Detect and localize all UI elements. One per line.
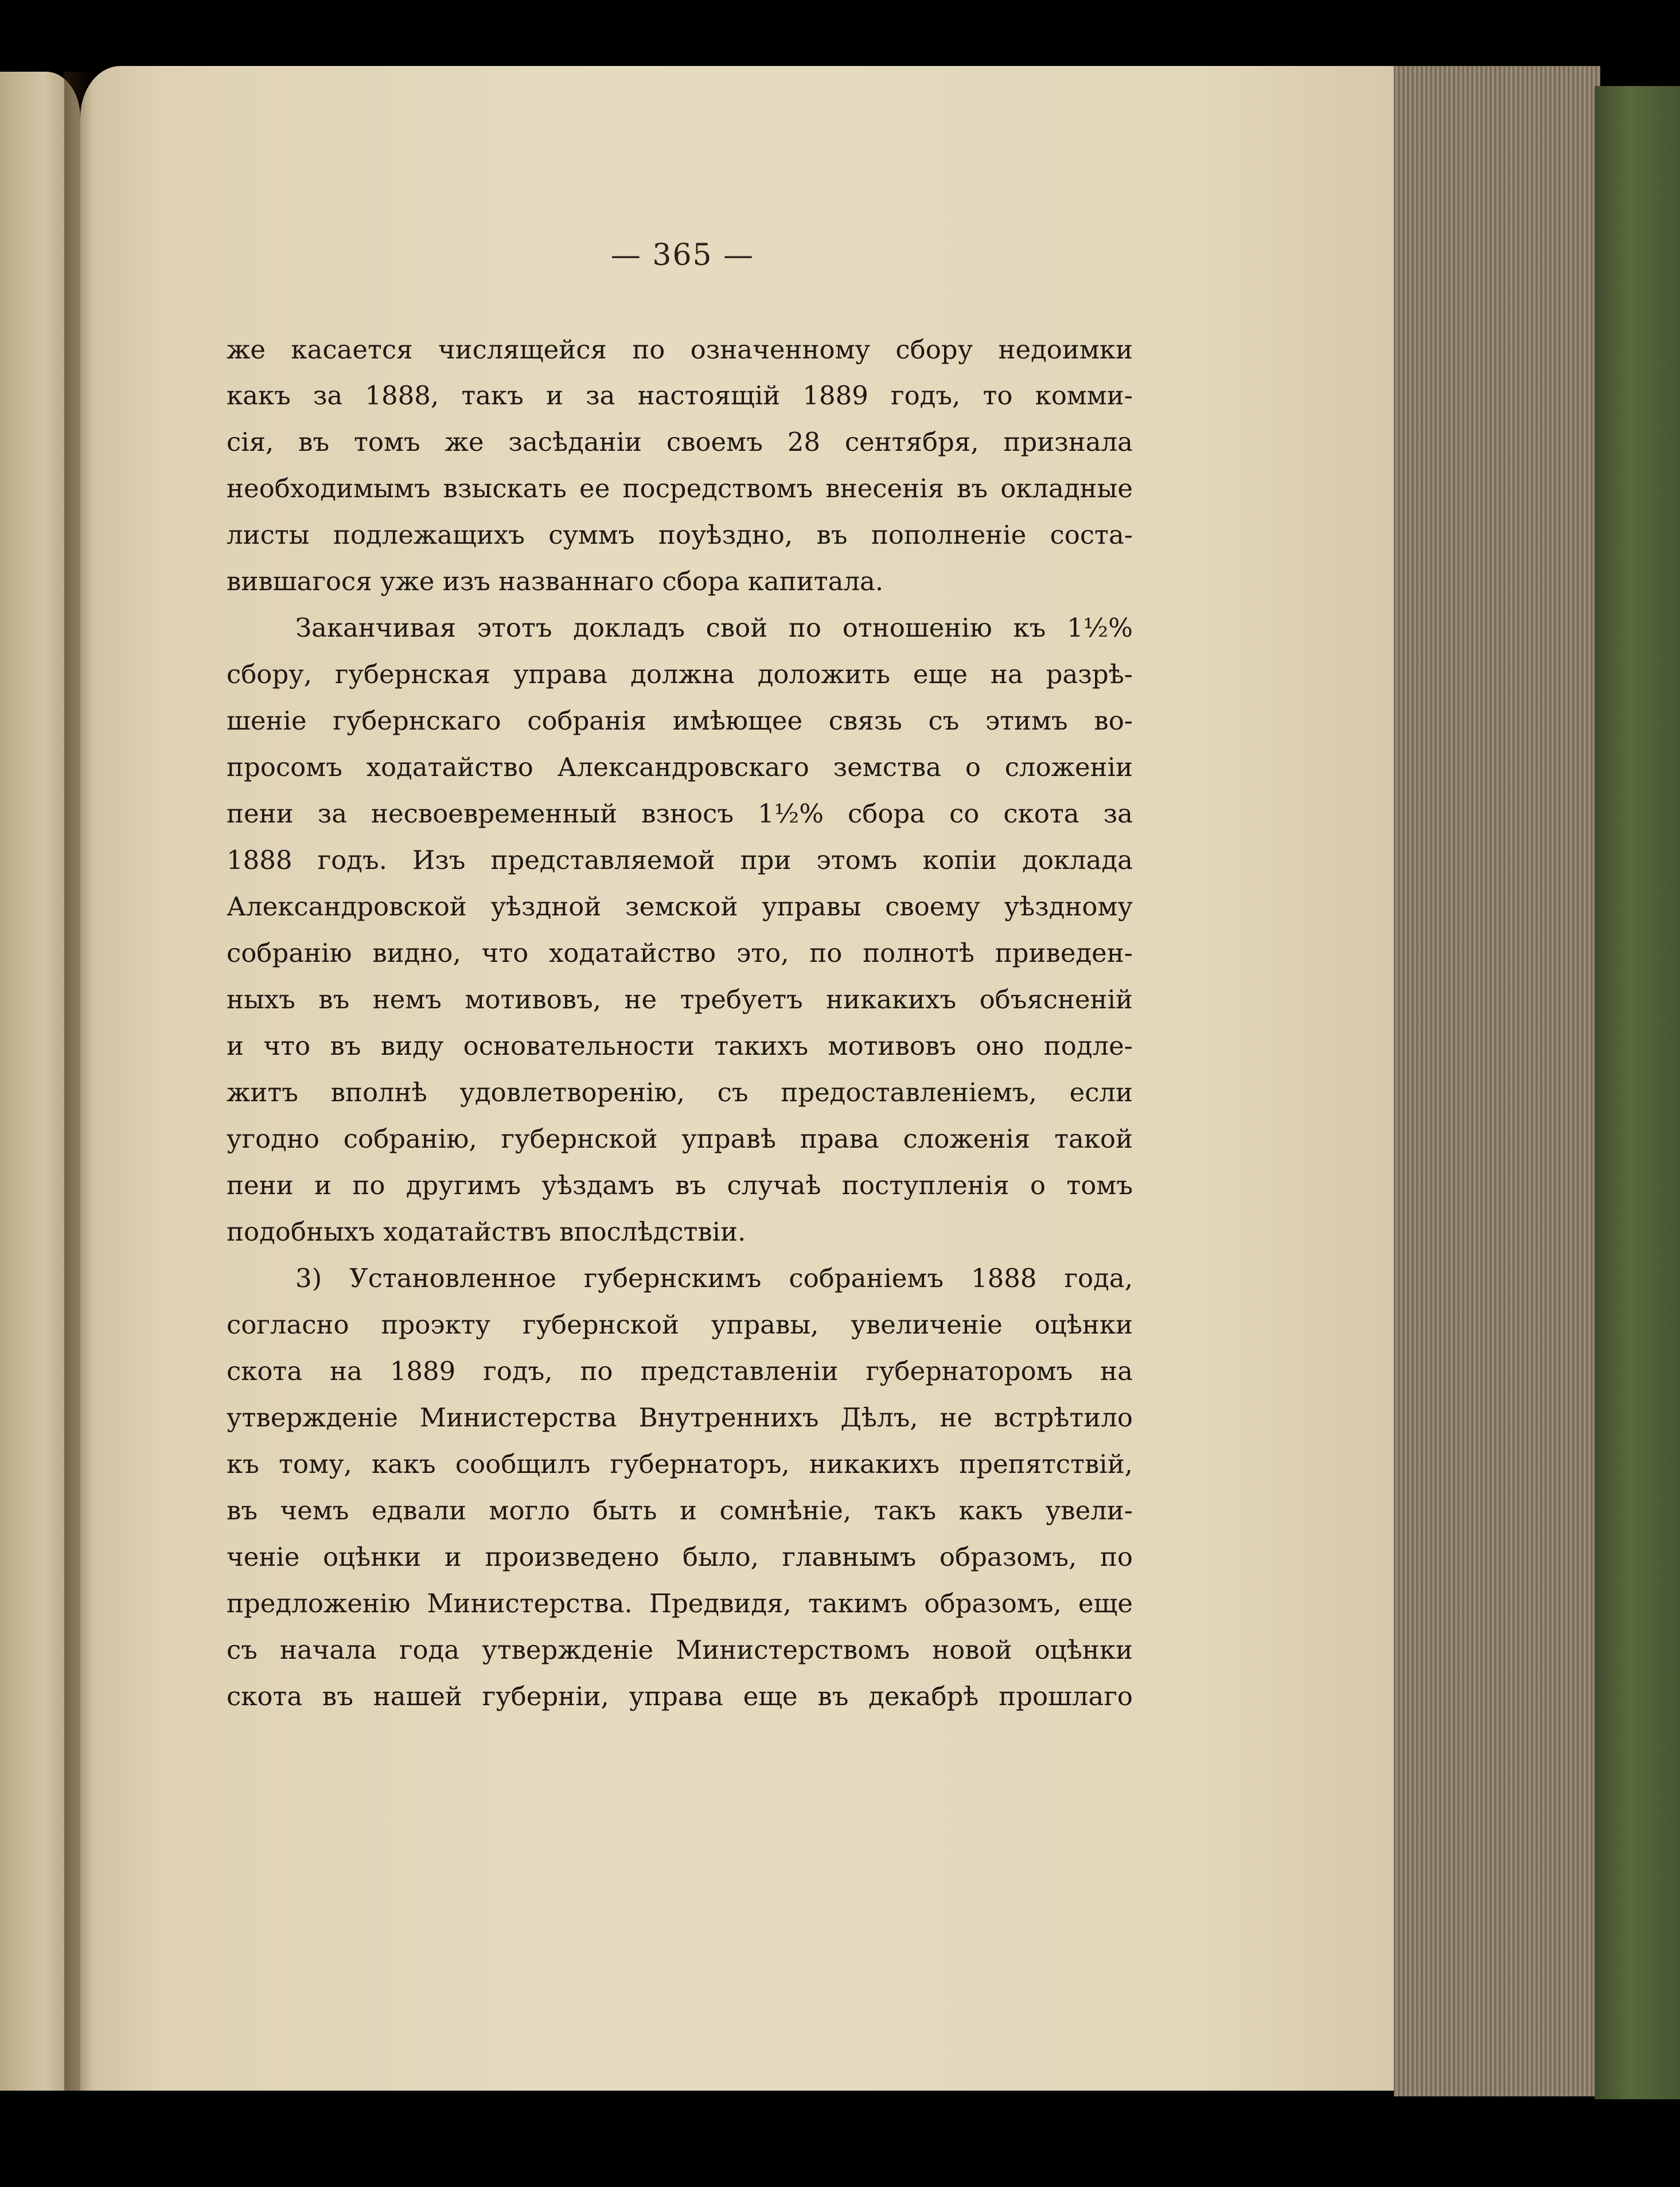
text-line: подобныхъ ходатайствъ впослѣдствіи. [227, 1217, 746, 1247]
text-line: скота въ нашей губерніи, управа еще въ декабрѣ прошлаго [227, 1681, 1133, 1712]
text-line: сія, въ томъ же засѣданіи своемъ 28 сентября, признала [227, 427, 1133, 457]
text-line: собранію видно, что ходатайство это, по полнотѣ приведен- [227, 938, 1133, 968]
book-cover [1595, 86, 1680, 2099]
text-line: 1888 годъ. Изъ представляемой при этомъ копіи доклада [227, 845, 1133, 875]
text-line: житъ вполнѣ удовлетворенію, съ предоставленіемъ, если [227, 1077, 1133, 1108]
text-line: утвержденіе Министерства Внутреннихъ Дѣлъ, не встрѣтило [227, 1402, 1133, 1433]
text-line: 3) Установленное губернскимъ собраніемъ 1888 года, [295, 1263, 1133, 1293]
text-line: ченіе оцѣнки и произведено было, главнымъ образомъ, по [227, 1542, 1133, 1572]
text-line: въ чемъ едвали могло быть и сомнѣніе, такъ какъ увели- [227, 1495, 1133, 1526]
text-line: съ начала года утвержденіе Министерствомъ новой оцѣнки [227, 1635, 1133, 1665]
text-line: Заканчивая этотъ докладъ свой по отношенію къ 1½% [295, 613, 1133, 643]
text-line: пени за несвоевременный взносъ 1½% сбора со скота за [227, 798, 1133, 829]
page-stack-edge [1394, 66, 1600, 2096]
text-line: пени и по другимъ уѣздамъ въ случаѣ поступленія о томъ [227, 1170, 1133, 1200]
text-line: просомъ ходатайство Александровскаго земства о сложеніи [227, 752, 1133, 782]
spine-shadow [64, 72, 93, 2091]
text-line: же касается числящейся по означенному сбору недоимки [227, 334, 1133, 365]
text-line: листы подлежащихъ суммъ поуѣздно, въ пополненіе соста- [227, 520, 1133, 550]
text-line: Александровской уѣздной земской управы своему уѣздному [227, 891, 1133, 922]
text-line: и что въ виду основательности такихъ мотивовъ оно подле- [227, 1031, 1133, 1061]
text-line: сбору, губернская управа должна доложить еще на разрѣ- [227, 659, 1133, 689]
text-line: шеніе губернскаго собранія имѣющее связь съ этимъ во- [227, 705, 1133, 736]
text-line: необходимымъ взыскать ее посредствомъ внесенія въ окладные [227, 473, 1133, 504]
text-line: вившагося уже изъ названнаго сбора капитала. [227, 566, 884, 597]
text-line: какъ за 1888, такъ и за настоящій 1889 годъ, то комми- [227, 380, 1133, 411]
text-line: предложенію Министерства. Предвидя, такимъ образомъ, еще [227, 1588, 1133, 1619]
page-number: — 365 — [610, 238, 755, 272]
text-line: скота на 1889 годъ, по представленіи губернаторомъ на [227, 1356, 1133, 1386]
text-line: угодно собранію, губернской управѣ права сложенія такой [227, 1124, 1133, 1154]
text-line: ныхъ въ немъ мотивовъ, не требуетъ никакихъ объясненій [227, 984, 1133, 1015]
text-line: къ тому, какъ сообщилъ губернаторъ, никакихъ препятствій, [227, 1449, 1133, 1479]
text-line: согласно проэкту губернской управы, увеличеніе оцѣнки [227, 1309, 1133, 1340]
